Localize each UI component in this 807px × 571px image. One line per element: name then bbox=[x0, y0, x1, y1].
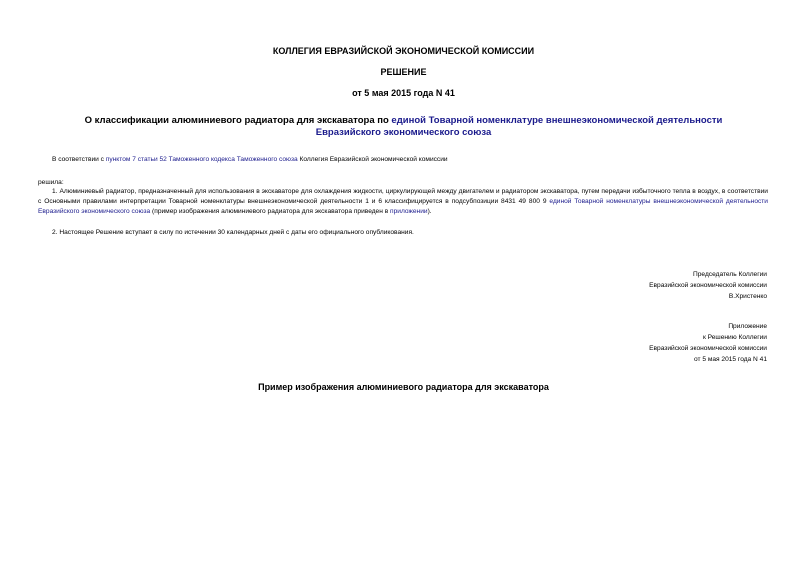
date-number-heading: от 5 мая 2015 года N 41 bbox=[352, 88, 455, 98]
paragraph-classification-text3: ). bbox=[427, 208, 432, 215]
appendix-block bbox=[507, 321, 767, 365]
appendix-title: Пример изображения алюминиевого радиатора для экскаватора bbox=[258, 382, 549, 392]
paragraph-classification bbox=[38, 187, 768, 217]
signature-line2: Евразийской экономической комиссии bbox=[649, 282, 767, 289]
title-prefix: О классификации алюминиевого радиатора для экскаватора по bbox=[84, 115, 392, 126]
appendix-line1: Приложение bbox=[728, 323, 767, 330]
appendix-link[interactable]: приложении bbox=[390, 208, 428, 215]
paragraph-basis-after: Коллегия Евразийской экономической комиссии bbox=[297, 156, 448, 163]
document-title bbox=[60, 115, 747, 139]
signature-block bbox=[507, 269, 767, 302]
org-heading: КОЛЛЕГИЯ ЕВРАЗИЙСКОЙ ЭКОНОМИЧЕСКОЙ КОМИССИИ bbox=[272, 46, 535, 56]
resolved-label: решила: bbox=[38, 179, 64, 186]
paragraph-classification-text2: (пример изображения алюминиевого радиатора для экскаватора приведен в bbox=[150, 208, 391, 215]
paragraph-basis-before: В соответствии с bbox=[52, 156, 106, 163]
tn-ved-link[interactable]: единой Товарной номенклатуры внешнеэкономической деятельности Евразийского экономического союза bbox=[38, 198, 768, 215]
appendix-line4: от 5 мая 2015 года N 41 bbox=[693, 356, 767, 363]
paragraph-classification-text1: 1. Алюминиевый радиатор, предназначенный для использования в экскаваторе для охлаждения жидкости, циркулирующей между двигателем и радиатором экскаватора, путем передачи избыточного тепла в воздух, в соответствии с Основными правилами интерпретации Товарной номенклатуры внешнеэкономической деятельности 1 и 6 классифицируется в подсубпозиции 8431 49 800 9 bbox=[38, 188, 768, 205]
customs-code-link[interactable]: пунктом 7 статьи 52 Таможенного кодекса Таможенного союза bbox=[105, 156, 298, 163]
appendix-line3: Евразийской экономической комиссии bbox=[649, 345, 767, 352]
signature-line3: В.Христенко bbox=[728, 293, 767, 300]
paragraph-effective: 2. Настоящее Решение вступает в силу по истечении 30 календарных дней с даты его официального опубликования. bbox=[52, 229, 414, 236]
doc-type-heading: РЕШЕНИЕ bbox=[380, 67, 427, 77]
appendix-line2: к Решению Коллегии bbox=[702, 334, 767, 341]
paragraph-basis bbox=[38, 155, 768, 165]
signature-line1: Председатель Коллегии bbox=[693, 271, 767, 278]
title-link[interactable]: единой Товарной номенклатуре внешнеэкономической деятельности Евразийского экономического союза bbox=[315, 115, 723, 138]
